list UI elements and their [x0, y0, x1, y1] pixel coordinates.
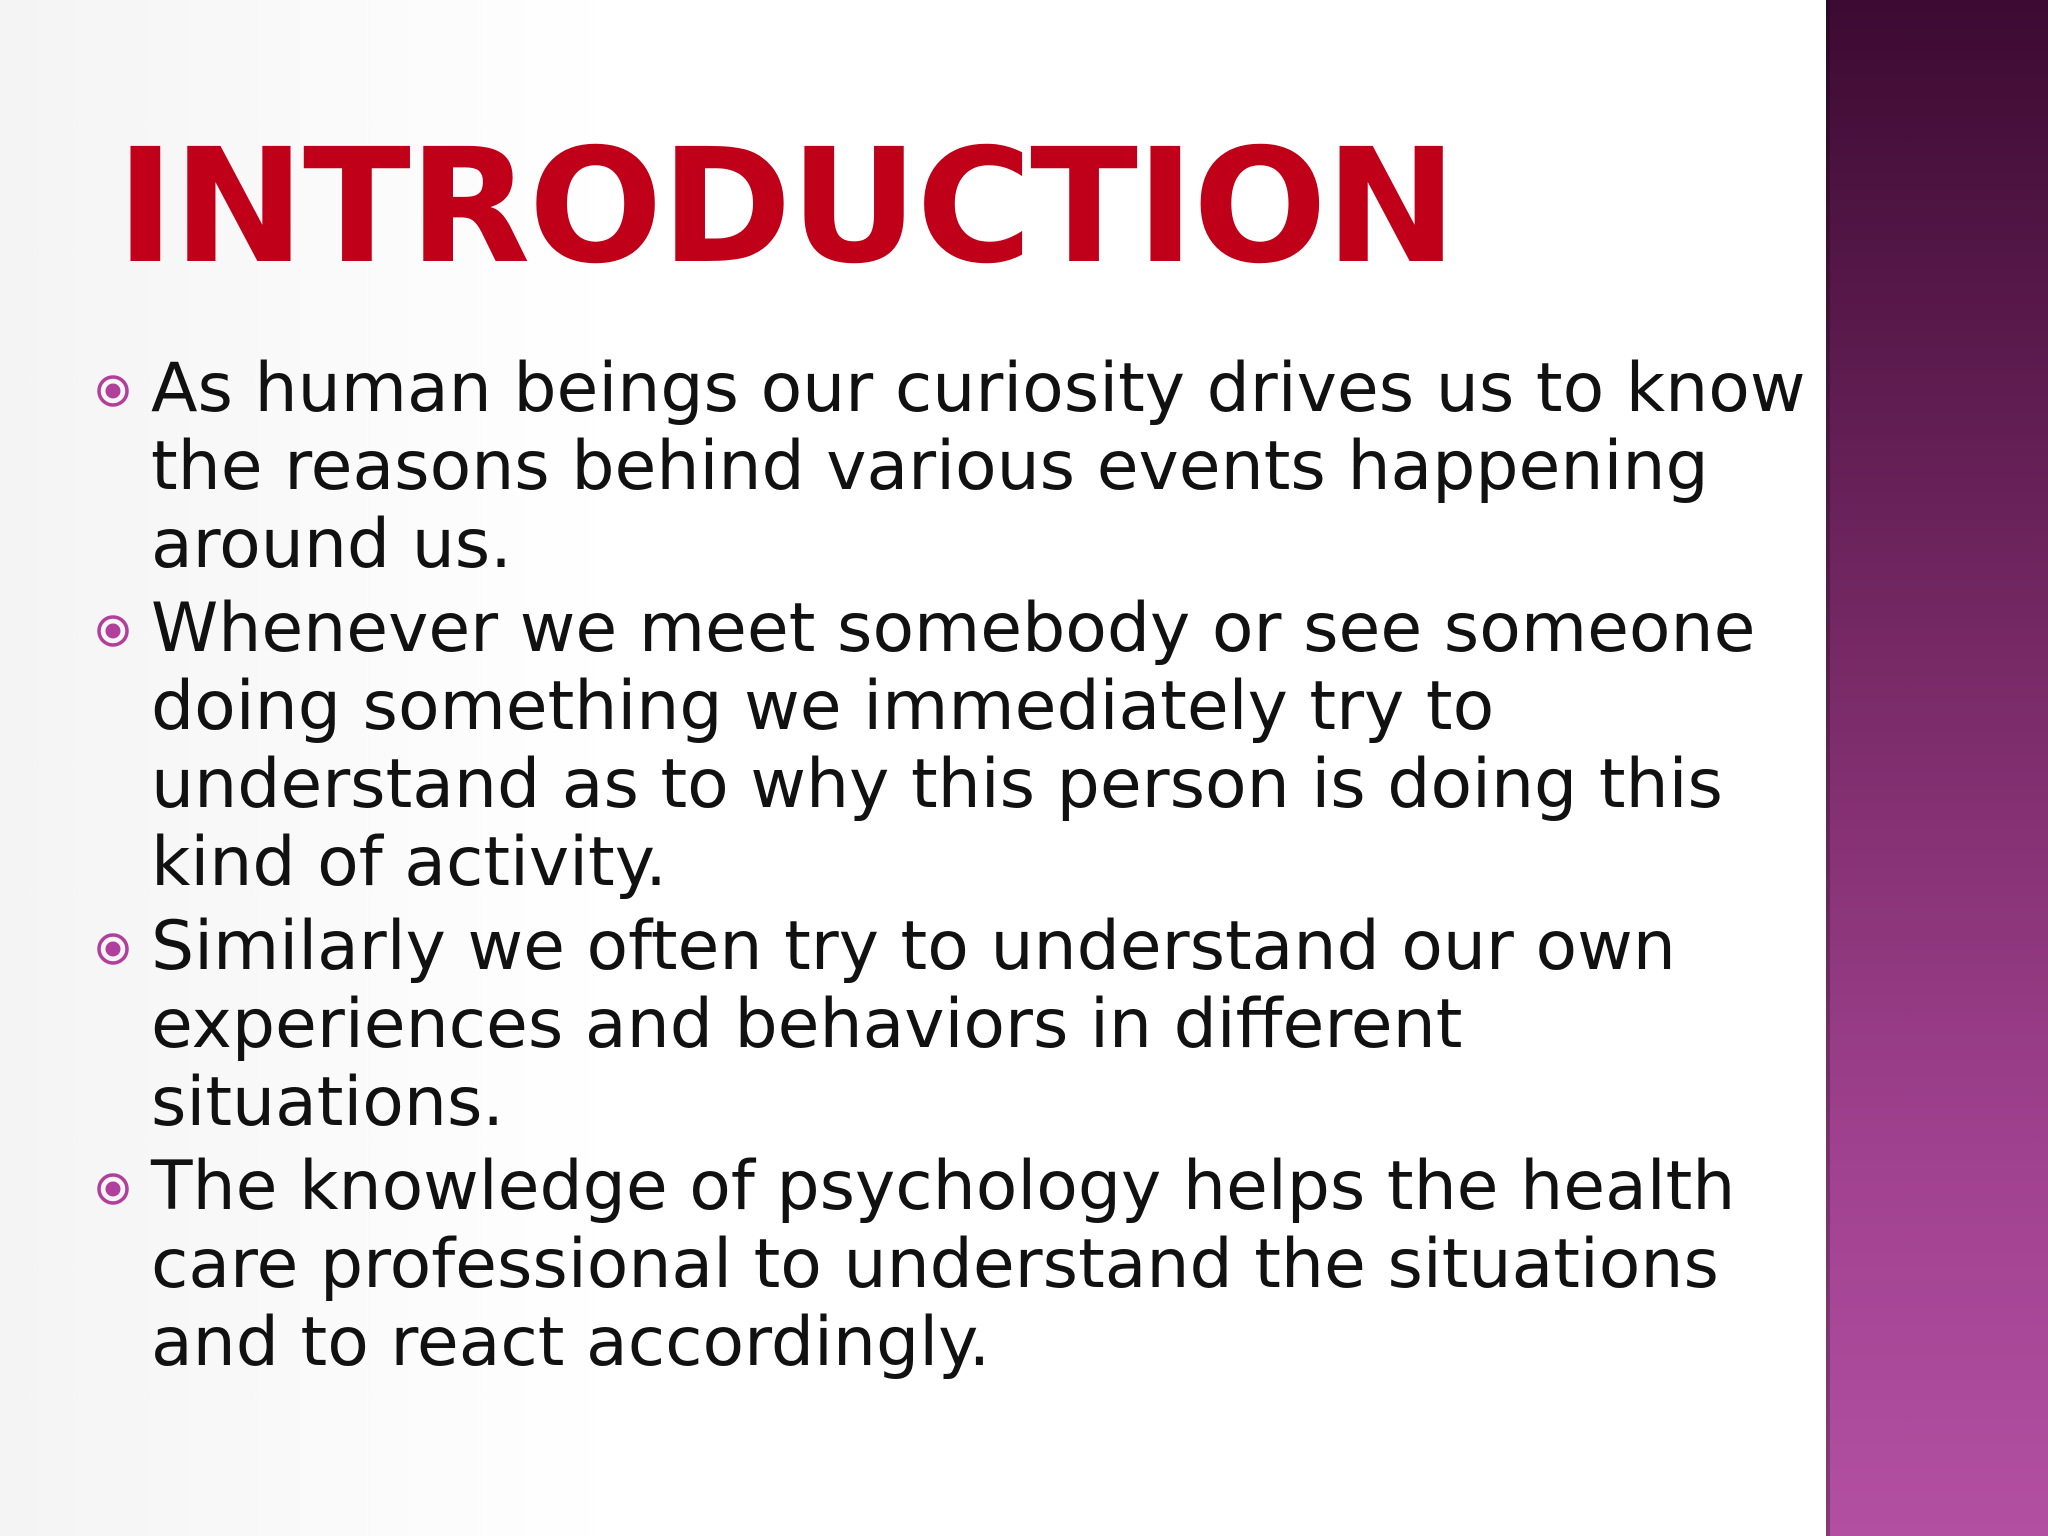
radio-bullet-icon — [96, 614, 130, 648]
slide-title: INTRODUCTION — [116, 115, 1456, 299]
bullet-item — [96, 1148, 1816, 1382]
bullet-list — [96, 350, 1816, 1388]
radio-bullet-icon — [96, 932, 130, 966]
radio-bullet-icon — [96, 374, 130, 408]
bullet-item — [96, 350, 1816, 584]
bullet-text: The knowledge of psychology helps the health care professional to understand the situations and to react accordingly. — [151, 1147, 1736, 1382]
bullet-text: Similarly we often try to understand our own experiences and behaviors in different situations. — [151, 907, 1676, 1142]
bullet-text: As human beings our curiosity drives us to know the reasons behind various events happening around us. — [151, 349, 1806, 584]
radio-bullet-icon — [96, 1172, 130, 1206]
decorative-side-band — [1826, 0, 2048, 1536]
bullet-item — [96, 590, 1816, 902]
bullet-item — [96, 908, 1816, 1142]
bullet-text: Whenever we meet somebody or see someone doing something we immediately try to understand as to why this person is doing this kind of activity. — [151, 589, 1756, 902]
